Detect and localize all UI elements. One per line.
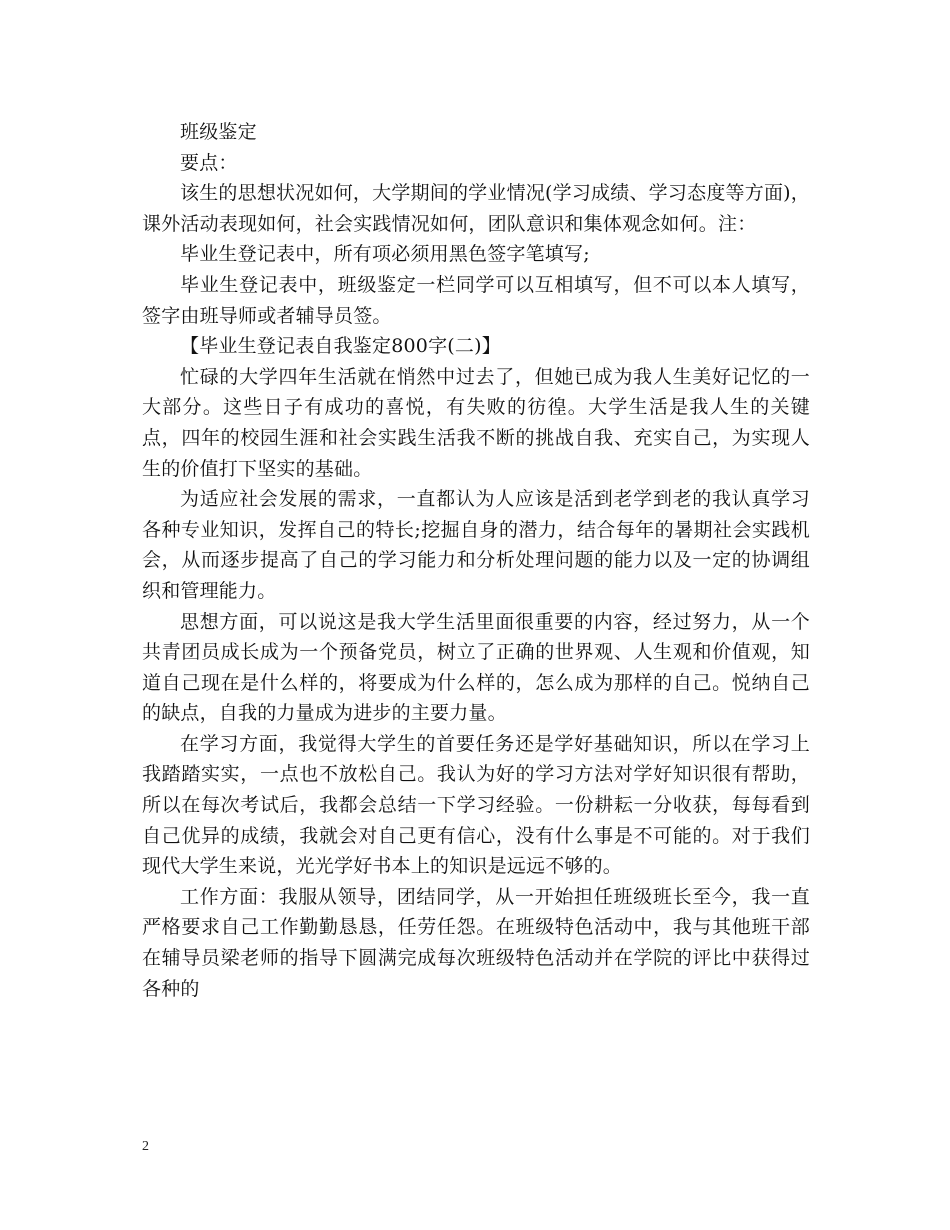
paragraph-university-life: 忙碌的大学四年生活就在悄然中过去了，但她已成为我人生美好记忆的一大部分。这些日子有成功的喜悦，有失败的彷徨。大学生活是我人生的关键点，四年的校园生涯和社会实践生活我不断的挑战自我、充实自己，为实现人生的价值打下坚实的基础。 [142,365,810,480]
paragraph-work: 工作方面：我服从领导，团结同学，从一开始担任班级班长至今，我一直严格要求自己工作勤勤恳恳，任劳任怨。在班级特色活动中，我与其他班干部在辅导员梁老师的指导下圆满完成每次班级特色活动并在学院的评比中获得过各种的 [142,885,810,1000]
heading-key-points: 要点： [180,151,238,174]
paragraph-study: 在学习方面，我觉得大学生的首要任务还是学好基础知识，所以在学习上我踏踏实实，一点也不放松自己。我认为好的学习方法对学好知识很有帮助，所以在每次考试后，我都会总结一下学习经验。一份耕耘一分收获，每每看到自己优异的成绩，我就会对自己更有信心，没有什么事是不可能的。对于我们现代大学生来说，光光学好书本上的知识是远远不够的。 [142,732,810,878]
paragraph-ideology: 思想方面，可以说这是我大学生活里面很重要的内容，经过努力，从一个共青团员成长成为一个预备党员，树立了正确的世界观、人生观和价值观，知道自己现在是什么样的，将要成为什么样的，怎么成为那样的自己。悦纳自己的缺点，自我的力量成为进步的主要力量。 [142,610,810,725]
paragraph-note-black-pen: 毕业生登记表中，所有项必须用黑色签字笔填写; [180,243,590,266]
paragraph-appraisal-points: 该生的思想状况如何，大学期间的学业情况(学习成绩、学习态度等方面)，课外活动表现如何，社会实践情况如何，团队意识和集体观念如何。注： [142,182,810,235]
paragraph-social-development: 为适应社会发展的需求，一直都认为人应该是活到老学到老的我认真学习各种专业知识，发挥自己的特长;挖掘自身的潜力，结合每年的暑期社会实践机会，从而逐步提高了自己的学习能力和分析处理问题的能力以及一定的协调组织和管理能力。 [142,488,810,602]
document-body [142,117,810,1004]
section-title-self-appraisal: 【毕业生登记表自我鉴定800字(二)】 [180,335,501,358]
paragraph-note-signature: 毕业生登记表中，班级鉴定一栏同学可以互相填写，但不可以本人填写，签字由班导师或者辅导员签。 [142,273,810,327]
heading-class-appraisal: 班级鉴定 [180,121,257,143]
page-number: 2 [142,1139,149,1154]
